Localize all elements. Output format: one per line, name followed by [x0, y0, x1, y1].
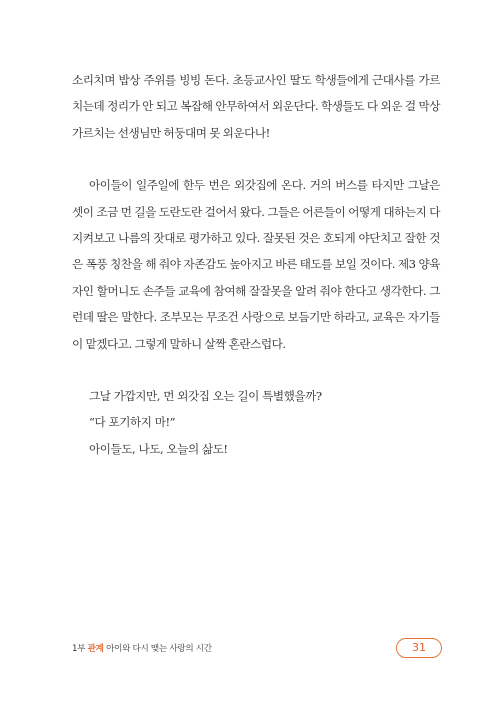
- section-label: 관계: [87, 644, 104, 654]
- chapter-subtitle: 아이와 다시 맺는 사랑의 시간: [106, 644, 212, 654]
- paragraph-gap: [72, 357, 440, 383]
- running-footer: [72, 642, 212, 654]
- page-number: 31: [396, 638, 442, 658]
- closing-line-1: 그날 가깝지만, 먼 외갓집 오는 길이 특별했을까?: [89, 389, 322, 404]
- paragraph-gap: [72, 146, 440, 172]
- paragraph-1: 소리치며 밥상 주위를 빙빙 돈다. 초등교사인 딸도 학생들에게 근대사를 가르치는데 정리가 안 되고 복잡해 안무하여서 외운단다. 학생들도 다 외운 걸 막상 가르치는 선생님만 허둥대며 못 외운다나!: [72, 73, 440, 140]
- part-label: 1부: [72, 644, 86, 654]
- body-text: [72, 67, 440, 462]
- closing-line-3: 아이들도, 나도, 오늘의 삶도!: [89, 441, 228, 456]
- paragraph-2: 아이들이 일주일에 한두 번은 외갓집에 온다. 거의 버스를 타지만 그날은 셋이 조금 먼 길을 도란도란 걸어서 왔다. 그들은 어른들이 어떻게 대하는지 다 지켜보고 나름의 잣대로 평가하고 있다. 잘못된 것은 호되게 야단치고 잘한 것은 폭풍 칭찬을 해 줘야 자존감도 높아지고 바른 태도를 보일 것이다. 제3 양육자인 할머니도 손주들 교육에 참여해 잘잘못을 알려 줘야 한다고 생각한다. 그런데 딸은 말한다. 조부모는 무조건 사랑으로 보듬기만 하라고, 교육은 자기들이 맡겠다고. 그렇게 말하니 살짝 혼란스럽다.: [72, 178, 440, 351]
- closing-line-2: “다 포기하지 마!”: [89, 415, 176, 430]
- page-footer: [72, 638, 442, 660]
